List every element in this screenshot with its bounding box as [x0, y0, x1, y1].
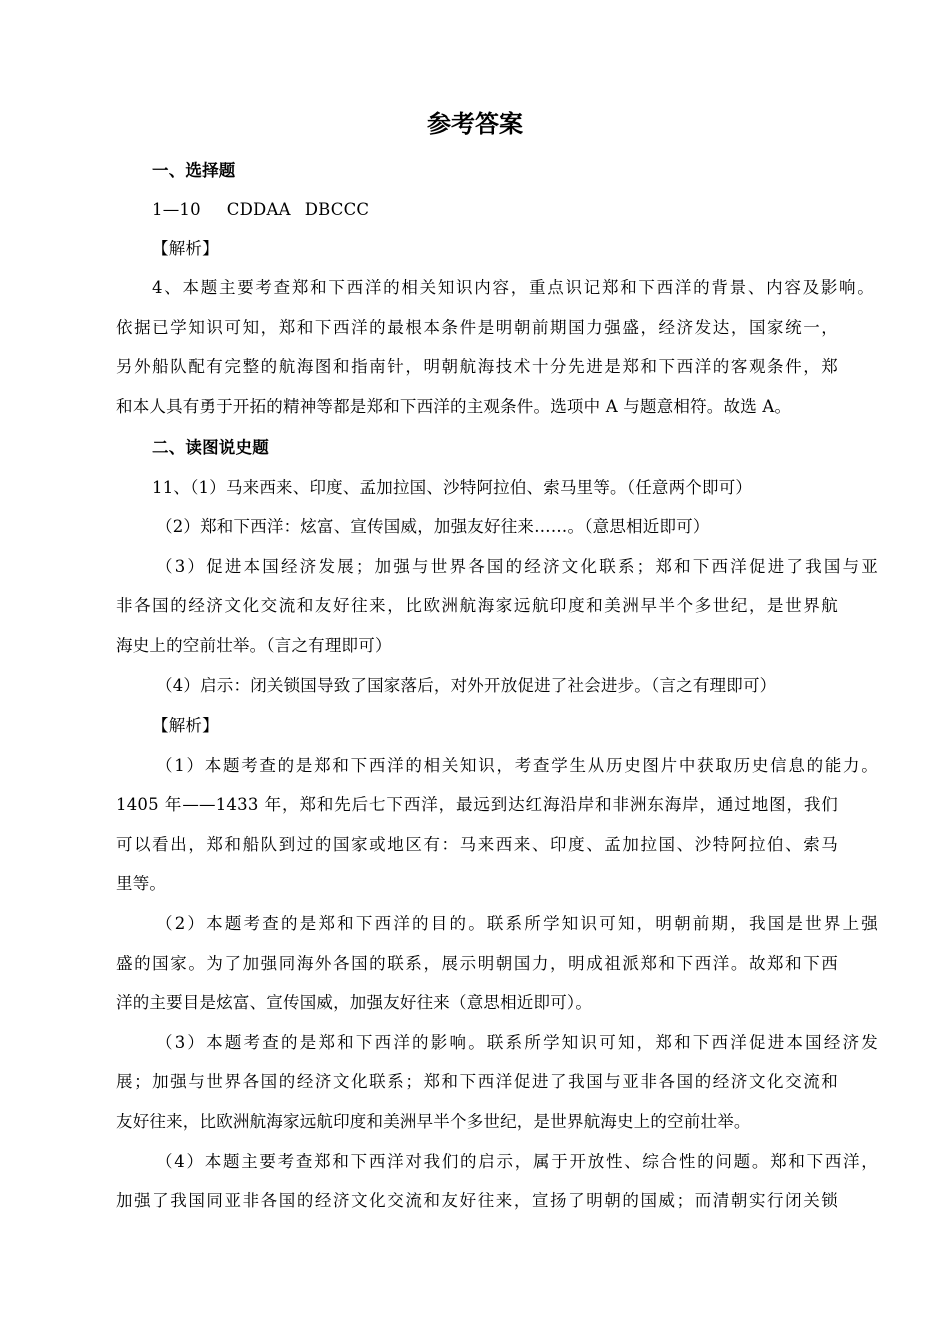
- page-title: 参考答案: [427, 109, 523, 138]
- q4-analysis-line: 和本人具有勇于开拓的精神等都是郑和下西洋的主观条件。选项中 A 与题意相符。故选 A。: [116, 397, 792, 416]
- analysis-2-line: （2）本题考查的是郑和下西洋的目的。联系所学知识可知，明朝前期，我国是世界上强: [156, 914, 878, 933]
- answer-key-line: [116, 199, 874, 221]
- q11-answer-2: （2）郑和下西洋：炫富、宣传国威，加强友好往来……。（意思相近即可）: [156, 517, 710, 536]
- analysis-1-line: 1405 年——1433 年，郑和先后七下西洋，最远到达红海沿岸和非洲东海岸，通过地图，我们: [116, 795, 838, 814]
- q11-answer-3-line: 海史上的空前壮举。（言之有理即可）: [116, 636, 392, 655]
- analysis-3-line: 友好往来，比欧洲航海家远航印度和美洲早半个多世纪，是世界航海史上的空前壮举。: [116, 1112, 751, 1131]
- analysis-4-line: （4）本题主要考查郑和下西洋对我们的启示，属于开放性、综合性的问题。郑和下西洋，: [156, 1152, 878, 1171]
- section-heading-map-reading: 二、读图说史题: [152, 438, 269, 457]
- analysis-1-line: 里等。: [116, 874, 167, 893]
- answer-group-1: CDDAA: [226, 200, 291, 219]
- analysis-4-line: 加强了我国同亚非各国的经济文化交流和友好往来，宣扬了明朝的国威；而清朝实行闭关锁: [116, 1191, 838, 1210]
- q4-analysis-line: 4、本题主要考查郑和下西洋的相关知识内容，重点识记郑和下西洋的背景、内容及影响。: [152, 278, 874, 297]
- q11-answer-4: （4）启示：闭关锁国导致了国家落后，对外开放促进了社会进步。（言之有理即可）: [156, 676, 777, 695]
- q4-analysis-line: 另外船队配有完整的航海图和指南针，明朝航海技术十分先进是郑和下西洋的客观条件，郑: [116, 357, 838, 376]
- section-heading-multiple-choice: 一、选择题: [152, 161, 236, 180]
- q4-analysis-line: 依据已学知识可知，郑和下西洋的最根本条件是明朝前期国力强盛，经济发达，国家统一，: [116, 318, 838, 337]
- analysis-2-line: 洋的主要目是炫富、宣传国威，加强友好往来（意思相近即可）。: [116, 993, 593, 1012]
- answer-range: 1—10: [152, 200, 201, 219]
- analysis-1-line: （1）本题考查的是郑和下西洋的相关知识，考查学生从历史图片中获取历史信息的能力。: [156, 756, 878, 775]
- analysis-3-line: 展；加强与世界各国的经济文化联系；郑和下西洋促进了我国与亚非各国的经济文化交流和: [116, 1072, 838, 1091]
- q11-answer-3-line: （3）促进本国经济发展；加强与世界各国的经济文化联系；郑和下西洋促进了我国与亚: [156, 557, 878, 576]
- q11-answer-1: 11、（1）马来西来、印度、孟加拉国、沙特阿拉伯、索马里等。（任意两个即可）: [152, 478, 753, 497]
- answer-group-2: DBCCC: [304, 200, 370, 219]
- analysis-2-line: 盛的国家。为了加强同海外各国的联系，展示明朝国力，明成祖派郑和下西洋。故郑和下西: [116, 954, 838, 973]
- analysis-3-line: （3）本题考查的是郑和下西洋的影响。联系所学知识可知，郑和下西洋促进本国经济发: [156, 1033, 878, 1052]
- analysis-label: 【解析】: [152, 716, 219, 735]
- analysis-1-line: 可以看出，郑和船队到过的国家或地区有：马来西来、印度、孟加拉国、沙特阿拉伯、索马: [116, 835, 838, 854]
- q11-answer-3-line: 非各国的经济文化交流和友好往来，比欧洲航海家远航印度和美洲早半个多世纪，是世界航: [116, 596, 838, 615]
- analysis-label: 【解析】: [152, 239, 219, 258]
